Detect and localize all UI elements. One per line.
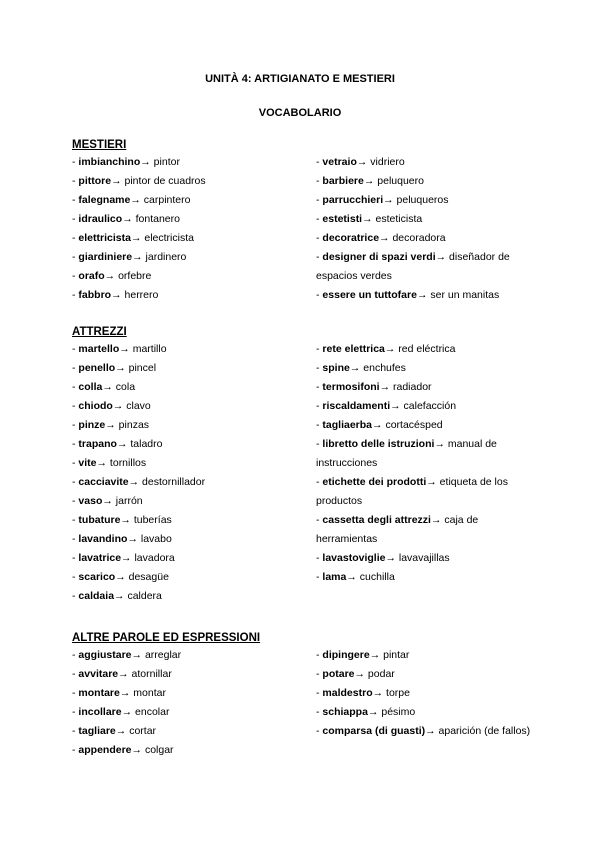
vocab-entry [72, 435, 307, 454]
vocab-term: appendere [78, 744, 132, 756]
arrow-icon: → [379, 381, 391, 393]
vocab-translation: decoradora [389, 232, 446, 244]
arrow-icon: → [356, 156, 368, 168]
arrow-icon: → [363, 175, 375, 187]
vocab-entry [316, 172, 534, 191]
vocab-entry [316, 511, 534, 549]
vocab-translation: pinzas [115, 419, 150, 431]
vocab-term: lavatrice [78, 552, 122, 564]
entry-dash: - [72, 706, 79, 718]
entry-dash: - [316, 552, 323, 564]
vocab-term: maldestro [322, 687, 373, 699]
vocab-translation: aparición (de fallos) [435, 725, 531, 737]
vocab-entry [72, 684, 307, 703]
section-heading: ALTRE PAROLE ED ESPRESSIONI [72, 632, 261, 644]
arrow-icon: → [385, 552, 396, 564]
vocab-translation: pincel [125, 362, 157, 374]
entry-dash: - [72, 668, 79, 680]
vocab-entry [316, 248, 534, 286]
vocab-entry [72, 397, 307, 416]
entry-dash: - [72, 213, 79, 225]
arrow-icon: → [354, 668, 366, 680]
vocab-translation: cortacésped [382, 419, 443, 431]
vocab-translation: lavadora [131, 552, 175, 564]
right-column [316, 646, 534, 741]
arrow-icon: → [111, 175, 122, 187]
vocab-translation: cuchilla [356, 571, 395, 583]
vocab-term: penello [78, 362, 116, 374]
entry-dash: - [316, 476, 323, 488]
entry-dash: - [72, 156, 79, 168]
vocab-entry [72, 703, 307, 722]
vocab-term: avvitare [78, 668, 119, 680]
arrow-icon: → [425, 725, 436, 737]
arrow-icon: → [115, 362, 126, 374]
entry-dash: - [72, 438, 79, 450]
vocab-entry [72, 340, 307, 359]
vocab-translation: carpintero [140, 194, 191, 206]
entry-dash: - [316, 571, 323, 583]
vocab-term: imbianchino [78, 156, 141, 168]
vocab-term: lavastoviglie [322, 552, 386, 564]
vocab-translation: ser un manitas [427, 289, 500, 301]
vocab-term: pittore [78, 175, 112, 187]
arrow-icon: → [128, 476, 140, 488]
vocab-entry [72, 416, 307, 435]
vocab-translation: peluquero [374, 175, 424, 187]
vocab-entry [316, 568, 534, 587]
entry-dash: - [72, 194, 79, 206]
vocab-entry [72, 587, 307, 606]
entry-dash: - [316, 706, 323, 718]
vocab-term: vaso [78, 495, 103, 507]
vocab-term: pinze [78, 419, 106, 431]
arrow-icon: → [127, 533, 138, 545]
vocab-term: decoratrice [322, 232, 380, 244]
entry-dash: - [72, 175, 79, 187]
vocab-translation: torpe [383, 687, 410, 699]
vocab-term: vite [78, 457, 97, 469]
entry-dash: - [72, 381, 79, 393]
vocab-entry [316, 210, 534, 229]
vocab-translation: electricista [141, 232, 194, 244]
vocab-entry [72, 378, 307, 397]
arrow-icon: → [119, 687, 131, 699]
vocab-entry [72, 267, 307, 286]
arrow-icon: → [130, 232, 142, 244]
arrow-icon: → [367, 706, 379, 718]
vocab-translation: vidriero [367, 156, 405, 168]
entry-dash: - [316, 251, 323, 263]
vocab-entry [72, 191, 307, 210]
vocab-entry [316, 665, 534, 684]
arrow-icon: → [121, 552, 132, 564]
vocab-term: vetraio [322, 156, 357, 168]
arrow-icon: → [349, 362, 361, 374]
left-column [72, 153, 307, 305]
vocab-entry [316, 378, 534, 397]
arrow-icon: → [115, 571, 126, 583]
entry-dash: - [316, 175, 323, 187]
arrow-icon: → [118, 668, 129, 680]
document-subtitle: VOCABOLARIO [258, 107, 342, 119]
vocab-term: tubature [78, 514, 121, 526]
entry-dash: - [316, 232, 323, 244]
entry-dash: - [72, 289, 79, 301]
entry-dash: - [72, 552, 79, 564]
entry-dash: - [316, 194, 323, 206]
vocab-translation: encolar [132, 706, 170, 718]
arrow-icon: → [119, 343, 130, 355]
vocab-translation: montar [130, 687, 166, 699]
entry-dash: - [72, 270, 79, 282]
vocab-entry [316, 286, 534, 305]
left-column [72, 646, 307, 760]
arrow-icon: → [111, 289, 122, 301]
arrow-icon: → [114, 590, 125, 602]
arrow-icon: → [346, 571, 357, 583]
arrow-icon: → [131, 744, 143, 756]
vocab-term: colla [78, 381, 103, 393]
vocab-translation: cortar [126, 725, 157, 737]
right-column [316, 340, 534, 587]
vocab-term: termosifoni [322, 381, 380, 393]
arrow-icon: → [426, 476, 437, 488]
vocab-entry [72, 248, 307, 267]
entry-dash: - [316, 213, 323, 225]
arrow-icon: → [372, 687, 384, 699]
vocab-term: estetisti [322, 213, 363, 225]
entry-dash: - [316, 156, 323, 168]
arrow-icon: → [115, 725, 127, 737]
vocab-translation: pintor [150, 156, 180, 168]
vocab-translation: calefacción [400, 400, 457, 412]
entry-dash: - [72, 495, 79, 507]
vocab-term: tagliare [78, 725, 116, 737]
arrow-icon: → [140, 156, 151, 168]
vocab-entry [72, 359, 307, 378]
entry-dash: - [316, 687, 323, 699]
vocab-translation: atornillar [128, 668, 172, 680]
vocab-translation: desagüe [125, 571, 169, 583]
vocab-translation: jardinero [142, 251, 187, 263]
vocab-translation: caja de herramientas [316, 514, 479, 545]
document-title: UNITÀ 4: ARTIGIANATO E MESTIERI [205, 73, 395, 85]
vocab-translation: cola [112, 381, 136, 393]
arrow-icon: → [121, 706, 133, 718]
vocab-term: orafo [78, 270, 105, 282]
section-mestieri [72, 137, 532, 301]
vocab-entry [72, 665, 307, 684]
arrow-icon: → [112, 400, 124, 412]
vocab-entry [316, 684, 534, 703]
vocab-entry [316, 416, 534, 435]
entry-dash: - [316, 343, 323, 355]
arrow-icon: → [96, 457, 108, 469]
arrow-icon: → [416, 289, 428, 301]
entry-dash: - [316, 668, 323, 680]
entry-dash: - [316, 289, 323, 301]
entry-dash: - [72, 590, 79, 602]
entry-dash: - [72, 362, 79, 374]
vocab-entry [72, 741, 307, 760]
vocab-term: essere un tuttofare [322, 289, 417, 301]
vocab-term: dipingere [322, 649, 370, 661]
vocab-translation: manual de instrucciones [316, 438, 497, 469]
vocab-entry [316, 435, 534, 473]
entry-dash: - [72, 533, 79, 545]
arrow-icon: → [379, 232, 390, 244]
vocab-translation: tuberías [130, 514, 172, 526]
vocab-term: potare [322, 668, 355, 680]
entry-dash: - [72, 649, 79, 661]
arrow-icon: → [116, 438, 128, 450]
arrow-icon: → [384, 343, 396, 355]
vocab-entry [72, 646, 307, 665]
vocab-entry [72, 568, 307, 587]
vocab-entry [72, 229, 307, 248]
vocab-term: falegname [78, 194, 131, 206]
vocab-entry [72, 172, 307, 191]
arrow-icon: → [435, 251, 447, 263]
vocab-term: rete elettrica [322, 343, 385, 355]
vocab-translation: martillo [129, 343, 167, 355]
entry-dash: - [72, 725, 79, 737]
arrow-icon: → [104, 270, 116, 282]
entry-dash: - [316, 362, 323, 374]
arrow-icon: → [131, 649, 143, 661]
vocab-translation: podar [365, 668, 395, 680]
vocab-translation: colgar [142, 744, 174, 756]
vocab-entry [72, 153, 307, 172]
vocab-translation: taladro [127, 438, 163, 450]
vocab-translation: enchufes [360, 362, 406, 374]
entry-dash: - [316, 438, 323, 450]
section-altre-parole [72, 630, 532, 756]
vocab-term: cassetta degli attrezzi [322, 514, 431, 526]
vocab-entry [72, 473, 307, 492]
arrow-icon: → [434, 438, 445, 450]
vocab-term: parrucchieri [322, 194, 384, 206]
arrow-icon: → [362, 213, 373, 225]
right-column [316, 153, 534, 305]
vocab-entry [316, 229, 534, 248]
vocab-entry [316, 722, 534, 741]
vocab-entry [316, 153, 534, 172]
entry-dash: - [72, 457, 79, 469]
vocab-term: scarico [78, 571, 116, 583]
entry-dash: - [72, 251, 79, 263]
vocab-translation: pintar [380, 649, 410, 661]
section-heading: ATTREZZI [72, 326, 127, 338]
entry-dash: - [72, 419, 79, 431]
vocab-term: lama [322, 571, 347, 583]
vocab-term: comparsa (di guasti) [322, 725, 426, 737]
vocab-term: spine [322, 362, 350, 374]
arrow-icon: → [372, 419, 383, 431]
vocab-entry [72, 454, 307, 473]
vocab-entry [316, 703, 534, 722]
arrow-icon: → [383, 194, 394, 206]
vocab-term: lavandino [78, 533, 128, 545]
vocab-translation: destornillador [139, 476, 206, 488]
vocab-entry [72, 549, 307, 568]
vocab-entry [72, 722, 307, 741]
vocab-translation: lavavajillas [395, 552, 450, 564]
entry-dash: - [72, 744, 79, 756]
vocab-entry [316, 340, 534, 359]
entry-dash: - [316, 419, 323, 431]
arrow-icon: → [102, 381, 113, 393]
vocab-translation: orfebre [115, 270, 152, 282]
vocab-term: riscaldamenti [322, 400, 391, 412]
vocab-translation: lavabo [137, 533, 172, 545]
arrow-icon: → [105, 419, 116, 431]
vocab-term: chiodo [78, 400, 113, 412]
vocab-entry [72, 530, 307, 549]
vocab-translation: red eléctrica [395, 343, 456, 355]
vocab-term: martello [78, 343, 120, 355]
vocab-translation: esteticista [372, 213, 423, 225]
vocab-translation: clavo [123, 400, 151, 412]
vocab-term: etichette dei prodotti [322, 476, 427, 488]
vocab-translation: jarrón [112, 495, 143, 507]
vocab-term: fabbro [78, 289, 112, 301]
vocab-term: idraulico [78, 213, 123, 225]
vocab-entry [316, 359, 534, 378]
entry-dash: - [316, 400, 323, 412]
vocab-translation: peluqueros [393, 194, 449, 206]
section-attrezzi [72, 324, 532, 602]
left-column [72, 340, 307, 606]
vocab-entry [72, 210, 307, 229]
vocab-term: caldaia [78, 590, 115, 602]
entry-dash: - [72, 514, 79, 526]
vocab-translation: etiqueta de los productos [316, 476, 508, 507]
entry-dash: - [72, 343, 79, 355]
vocab-entry [72, 492, 307, 511]
vocab-term: designer di spazi verdi [322, 251, 436, 263]
vocab-entry [316, 473, 534, 511]
entry-dash: - [316, 381, 323, 393]
vocab-term: cacciavite [78, 476, 129, 488]
arrow-icon: → [120, 514, 131, 526]
vocab-term: elettricista [78, 232, 131, 244]
vocab-translation: arreglar [142, 649, 182, 661]
vocab-term: trapano [78, 438, 117, 450]
entry-dash: - [72, 232, 79, 244]
arrow-icon: → [130, 194, 141, 206]
entry-dash: - [316, 514, 323, 526]
vocab-term: barbiere [322, 175, 364, 187]
vocab-translation: radiador [390, 381, 432, 393]
entry-dash: - [72, 687, 79, 699]
vocab-translation: pésimo [378, 706, 416, 718]
arrow-icon: → [102, 495, 113, 507]
vocab-translation: diseñador de espacios verdes [316, 251, 510, 282]
section-heading: MESTIERI [72, 139, 127, 151]
vocab-term: incollare [78, 706, 122, 718]
entry-dash: - [72, 400, 79, 412]
arrow-icon: → [132, 251, 143, 263]
vocab-term: schiappa [322, 706, 368, 718]
vocab-term: libretto delle istruzioni [322, 438, 435, 450]
arrow-icon: → [390, 400, 401, 412]
vocab-translation: herrero [121, 289, 159, 301]
arrow-icon: → [369, 649, 381, 661]
entry-dash: - [316, 649, 323, 661]
vocab-term: giardiniere [78, 251, 133, 263]
entry-dash: - [72, 476, 79, 488]
vocab-entry [316, 646, 534, 665]
entry-dash: - [316, 725, 323, 737]
arrow-icon: → [122, 213, 133, 225]
vocab-term: aggiustare [78, 649, 132, 661]
vocab-translation: pintor de cuadros [121, 175, 206, 187]
vocab-term: montare [78, 687, 120, 699]
vocab-entry [316, 549, 534, 568]
vocab-entry [72, 286, 307, 305]
vocab-translation: caldera [124, 590, 162, 602]
vocab-translation: tornillos [107, 457, 147, 469]
vocab-entry [316, 191, 534, 210]
vocab-term: tagliaerba [322, 419, 373, 431]
vocab-translation: fontanero [132, 213, 180, 225]
arrow-icon: → [430, 514, 442, 526]
vocab-entry [316, 397, 534, 416]
entry-dash: - [72, 571, 79, 583]
vocab-entry [72, 511, 307, 530]
